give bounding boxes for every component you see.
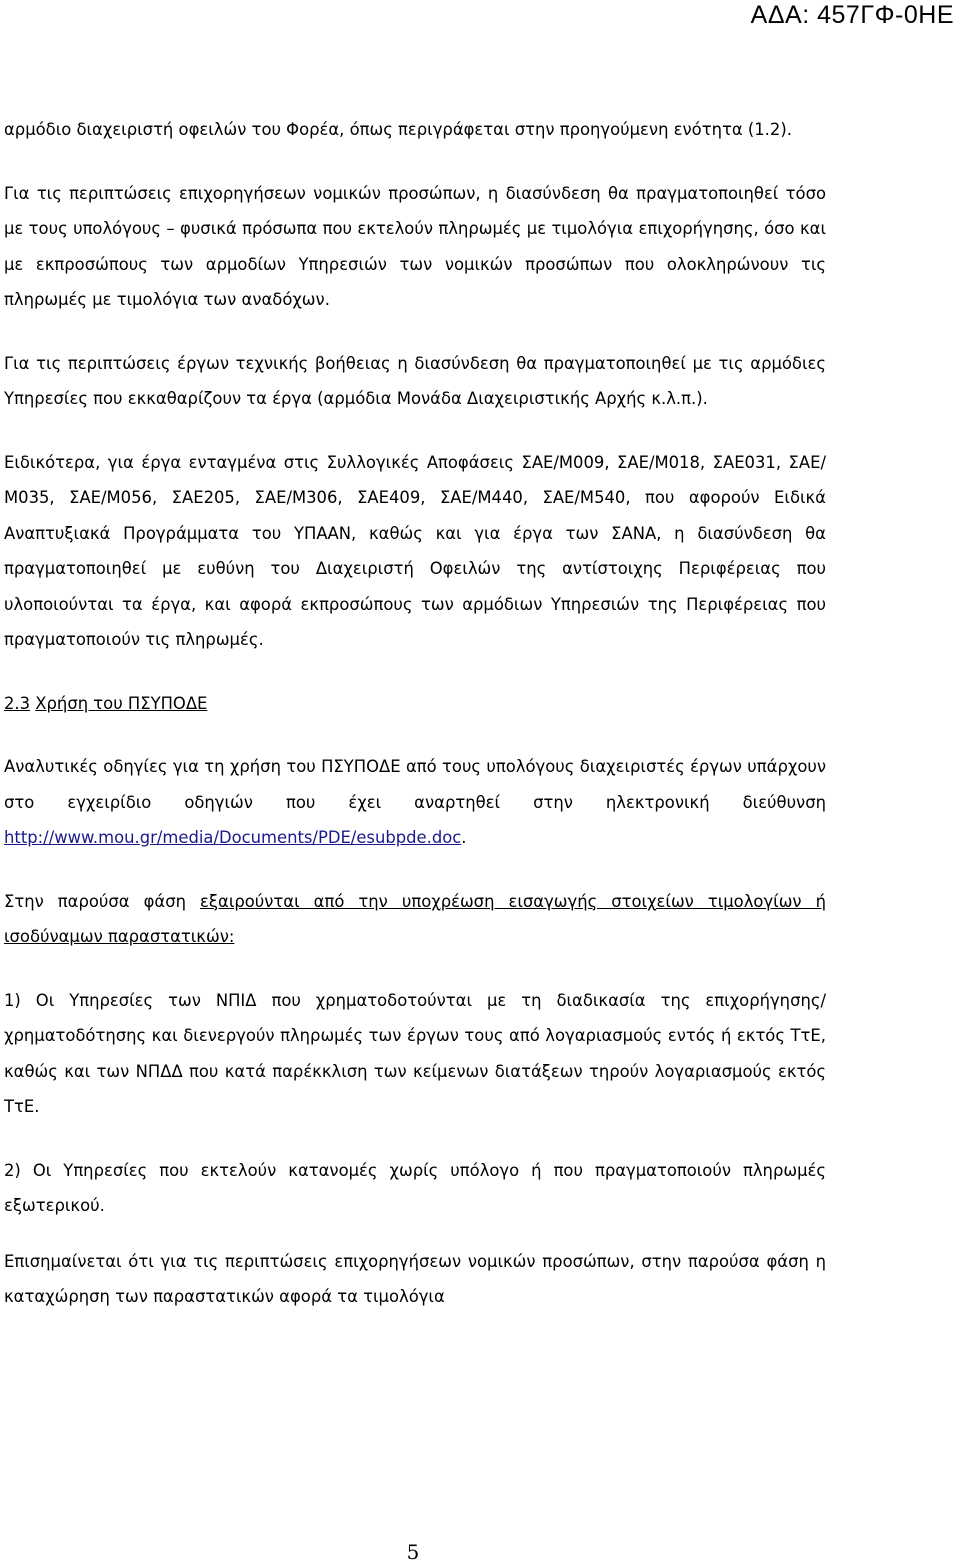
instructions-period: .	[461, 828, 467, 847]
exemptions-plain-text: Στην παρούσα φάση	[4, 891, 201, 911]
paragraph-note: Επισημαίνεται ότι για τις περιπτώσεις επιχορηγήσεων νομικών προσώπων, στην παρούσα φάση η καταχώρηση των παραστατικών αφορά τα τιμολόγια	[4, 1251, 826, 1306]
ada-code-header: ΑΔΑ: 457ΓΦ-0ΗΕ	[750, 1, 954, 29]
manual-link[interactable]: http://www.mou.gr/media/Documents/PDE/esubpde.doc	[4, 828, 462, 847]
exemptions-underlined-text: εξαιρούνται από την υποχρέωση εισαγωγής στοιχείων τιμολογίων ή ισοδύναμων παραστατικών:	[4, 891, 826, 946]
section-title: Χρήση του ΠΣΥΠΟΔΕ	[35, 693, 208, 713]
document-body	[4, 112, 826, 1315]
section-number: 2.3	[4, 693, 31, 713]
paragraph-collective-decisions: Ειδικότερα, για έργα ενταγμένα στις Συλλογικές Αποφάσεις ΣΑΕ/Μ009, ΣΑΕ/Μ018, ΣΑΕ031, ΣΑΕ/Μ035, ΣΑΕ/Μ056, ΣΑΕ205, ΣΑΕ/Μ306, ΣΑΕ409, ΣΑΕ/Μ440, ΣΑΕ/Μ540, που αφορούν Ειδικά Αναπτυξιακά Προγράμματα του ΥΠΑΑΝ, καθώς και για έργα των ΣΑΝΑ, η διασύνδεση θα πραγματοποιηθεί με ευθύνη του Διαχειριστή Οφειλών της αντίστοιχης Περιφέρειας που υλοποιούνται τα έργα, και αφορά εκπροσώπους των αρμόδιων Υπηρεσιών της Περιφέρειας που πραγματοποιούν τις πληρωμές.	[4, 452, 826, 649]
paragraph-instructions	[4, 749, 826, 856]
section-heading	[4, 686, 826, 722]
exemption-item-1: 1) Οι Υπηρεσίες των ΝΠΙΔ που χρηματοδοτούνται με τη διαδικασία της επιχορήγησης/χρηματοδότησης και διενεργούν πληρωμές των έργων τους από λογαριασμούς εντός ή εκτός ΤτΕ, καθώς και των ΝΠΔΔ που κατά παρέκκλιση των κείμενων διατάξεων τηρούν λογαριασμούς εκτός ΤτΕ.	[4, 990, 826, 1116]
instructions-text: Αναλυτικές οδηγίες για τη χρήση του ΠΣΥΠΟΔΕ από τους υπολόγους διαχειριστές έργων υπάρχουν στο εγχειρίδιο οδηγιών που έχει αναρτηθεί στην ηλεκτρονική διεύθυνση	[4, 757, 826, 812]
exemption-item-2: 2) Οι Υπηρεσίες που εκτελούν κατανομές χωρίς υπόλογο ή που πραγματοποιούν πληρωμές εξωτερικού.	[4, 1160, 826, 1215]
paragraph-exemptions-intro	[4, 884, 826, 955]
paragraph-technical-assistance: Για τις περιπτώσεις έργων τεχνικής βοήθειας η διασύνδεση θα πραγματοποιηθεί με τις αρμόδιες Υπηρεσίες που εκκαθαρίζουν τα έργα (αρμόδια Μονάδα Διαχειριστικής Αρχής κ.λ.π.).	[4, 353, 826, 408]
paragraph-continuation: αρμόδιο διαχειριστή οφειλών του Φορέα, όπως περιγράφεται στην προηγούμενη ενότητα (1.2).	[4, 120, 792, 139]
page-number: 5	[406, 1540, 420, 1564]
paragraph-legal-entities: Για τις περιπτώσεις επιχορηγήσεων νομικών προσώπων, η διασύνδεση θα πραγματοποιηθεί τόσο με τους υπολόγους – φυσικά πρόσωπα που εκτελούν πληρωμές με τιμολόγια επιχορήγησης, όσο και με εκπροσώπους των αρμοδίων Υπηρεσιών των νομικών προσώπων που ολοκληρώνουν τις πληρωμές με τιμολόγια των αναδόχων.	[4, 183, 826, 309]
